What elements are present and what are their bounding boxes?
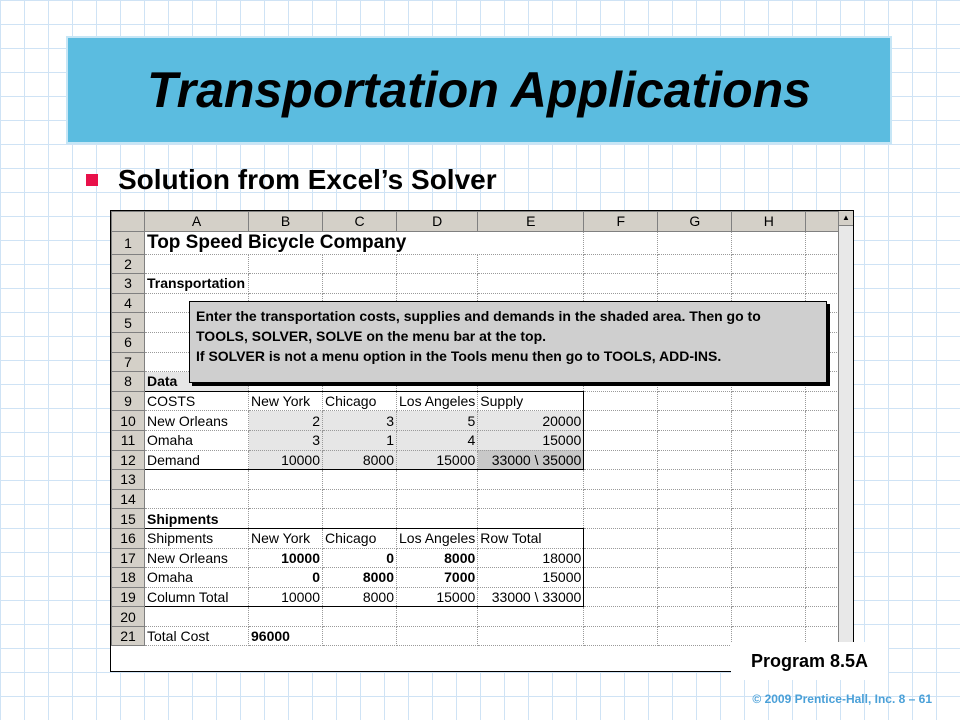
column-header-f[interactable]: F	[584, 212, 658, 232]
cell[interactable]	[732, 568, 806, 588]
column-header-g[interactable]: G	[658, 212, 732, 232]
cell[interactable]	[249, 274, 323, 294]
costs-header-cell[interactable]: Los Angeles	[397, 391, 478, 411]
row-header[interactable]: 4	[112, 293, 145, 313]
cell[interactable]	[397, 254, 478, 274]
costs-header-cell[interactable]: Chicago	[323, 391, 397, 411]
row-header[interactable]: 5	[112, 313, 145, 333]
row-header[interactable]: 7	[112, 352, 145, 372]
cell[interactable]	[145, 489, 249, 509]
row-header[interactable]: 20	[112, 607, 145, 627]
row-11	[112, 430, 847, 450]
cell[interactable]	[732, 254, 806, 274]
cell[interactable]	[249, 489, 323, 509]
cell[interactable]	[658, 231, 732, 254]
cell[interactable]	[658, 548, 732, 568]
shipments-row-label[interactable]: New Orleans	[145, 548, 249, 568]
cell[interactable]	[478, 626, 584, 646]
demand-label[interactable]: Demand	[145, 450, 249, 470]
cell[interactable]	[584, 430, 658, 450]
row-header[interactable]: 11	[112, 430, 145, 450]
row-header[interactable]: 15	[112, 509, 145, 529]
column-header-e[interactable]: E	[478, 212, 584, 232]
supply-demand-total-cell[interactable]: 33000 \ 35000	[478, 450, 584, 470]
shipment-cell[interactable]: 7000	[397, 568, 478, 588]
cell[interactable]	[323, 607, 397, 627]
cell[interactable]	[584, 391, 658, 411]
column-header-a[interactable]: A	[145, 212, 249, 232]
cell[interactable]	[732, 231, 806, 254]
cost-cell[interactable]: 3	[323, 411, 397, 431]
cell[interactable]	[397, 489, 478, 509]
shipments-section-label[interactable]: Shipments	[145, 509, 249, 529]
cell[interactable]	[658, 587, 732, 607]
cell[interactable]	[145, 470, 249, 490]
cell[interactable]	[584, 528, 658, 548]
row-header[interactable]: 3	[112, 274, 145, 294]
row-header[interactable]: 12	[112, 450, 145, 470]
cell[interactable]	[584, 489, 658, 509]
cell[interactable]	[249, 607, 323, 627]
cell[interactable]	[658, 489, 732, 509]
slide-title-banner	[66, 36, 892, 144]
spreadsheet	[110, 210, 854, 672]
cell[interactable]	[397, 509, 478, 529]
shipments-header-cell[interactable]: Row Total	[478, 528, 584, 548]
grand-total-cell[interactable]: 33000 \ 33000	[478, 587, 584, 607]
cell[interactable]	[478, 607, 584, 627]
total-cost-label[interactable]: Total Cost	[145, 626, 249, 646]
data-label[interactable]: Data	[145, 372, 249, 392]
costs-row-label[interactable]: New Orleans	[145, 411, 249, 431]
instruction-line: If SOLVER is not a menu option in the Tools menu then go to TOOLS, ADD-INS.	[196, 348, 722, 364]
row-3	[112, 274, 847, 294]
cell[interactable]	[478, 470, 584, 490]
cell[interactable]	[323, 626, 397, 646]
transportation-label[interactable]: Transportation	[145, 274, 249, 294]
cell[interactable]	[397, 470, 478, 490]
shipment-cell[interactable]: 0	[249, 568, 323, 588]
cell[interactable]	[658, 274, 732, 294]
cell[interactable]	[249, 470, 323, 490]
row-header[interactable]: 16	[112, 528, 145, 548]
cell[interactable]	[397, 626, 478, 646]
cell[interactable]	[658, 528, 732, 548]
row-total-cell[interactable]: 15000	[478, 568, 584, 588]
cell[interactable]	[732, 509, 806, 529]
cell[interactable]	[323, 489, 397, 509]
program-label: Program 8.5A	[731, 642, 888, 680]
cell[interactable]	[584, 626, 658, 646]
slide-footer: © 2009 Prentice-Hall, Inc. 8 – 61	[752, 692, 932, 706]
shipment-cell[interactable]: 8000	[397, 548, 478, 568]
cell[interactable]	[145, 607, 249, 627]
row-18	[112, 568, 847, 588]
cell[interactable]	[732, 470, 806, 490]
cost-cell[interactable]: 2	[249, 411, 323, 431]
cost-cell[interactable]: 1	[323, 430, 397, 450]
column-header-d[interactable]: D	[397, 212, 478, 232]
row-header[interactable]: 13	[112, 470, 145, 490]
row-header[interactable]: 14	[112, 489, 145, 509]
row-header[interactable]: 6	[112, 332, 145, 352]
cell[interactable]	[658, 411, 732, 431]
demand-cell[interactable]: 10000	[249, 450, 323, 470]
bullet-text: Solution from Excel’s Solver	[118, 164, 497, 195]
column-total-cell[interactable]: 8000	[323, 587, 397, 607]
shipments-header-cell[interactable]: Chicago	[323, 528, 397, 548]
instruction-line: Enter the transportation costs, supplies and demands in the shaded area. Then go to	[196, 308, 761, 324]
row-header[interactable]: 17	[112, 548, 145, 568]
row-14	[112, 489, 847, 509]
cell[interactable]	[658, 254, 732, 274]
cell[interactable]	[478, 274, 584, 294]
row-15	[112, 509, 847, 529]
row-2	[112, 254, 847, 274]
row-12	[112, 450, 847, 470]
slide-title: Transportation Applications	[147, 62, 811, 118]
vertical-scrollbar[interactable]	[838, 211, 853, 671]
demand-cell[interactable]: 15000	[397, 450, 478, 470]
column-header-b[interactable]: B	[249, 212, 323, 232]
row-16	[112, 528, 847, 548]
row-header[interactable]: 1	[112, 231, 145, 254]
cell[interactable]	[658, 450, 732, 470]
cell[interactable]	[658, 509, 732, 529]
cost-cell[interactable]: 3	[249, 430, 323, 450]
cell[interactable]	[732, 587, 806, 607]
row-13	[112, 470, 847, 490]
cell[interactable]	[145, 254, 249, 274]
cost-cell[interactable]: 4	[397, 430, 478, 450]
cell[interactable]	[732, 411, 806, 431]
shipments-header-cell[interactable]: New York	[249, 528, 323, 548]
costs-header-cell[interactable]: New York	[249, 391, 323, 411]
row-header[interactable]: 18	[112, 568, 145, 588]
cell[interactable]	[658, 626, 732, 646]
cell[interactable]	[584, 587, 658, 607]
row-header[interactable]: 19	[112, 587, 145, 607]
row-17	[112, 548, 847, 568]
cell[interactable]	[584, 470, 658, 490]
spreadsheet-grid	[111, 211, 847, 646]
costs-header-cell[interactable]: COSTS	[145, 391, 249, 411]
cell[interactable]	[478, 254, 584, 274]
column-total-cell[interactable]: 15000	[397, 587, 478, 607]
cell[interactable]	[658, 391, 732, 411]
row-1	[112, 231, 847, 254]
shipments-row-label[interactable]: Omaha	[145, 568, 249, 588]
shipments-header-cell[interactable]: Los Angeles	[397, 528, 478, 548]
cell[interactable]	[732, 607, 806, 627]
cell[interactable]	[732, 274, 806, 294]
shipment-cell[interactable]: 0	[323, 548, 397, 568]
row-20	[112, 607, 847, 627]
row-header[interactable]: 21	[112, 626, 145, 646]
cell[interactable]	[732, 548, 806, 568]
cell[interactable]	[584, 231, 658, 254]
cell[interactable]	[249, 509, 323, 529]
costs-header-cell[interactable]: Supply	[478, 391, 584, 411]
instruction-line: TOOLS, SOLVER, SOLVE on the menu bar at the top.	[196, 328, 547, 344]
cell[interactable]	[732, 391, 806, 411]
cell[interactable]	[732, 489, 806, 509]
cell[interactable]	[658, 430, 732, 450]
cell[interactable]	[732, 430, 806, 450]
shipments-header-cell[interactable]: Shipments	[145, 528, 249, 548]
scroll-up-arrow-icon[interactable]: ▲	[839, 211, 853, 226]
cell[interactable]	[732, 528, 806, 548]
bullet-row	[86, 164, 497, 196]
cell[interactable]	[323, 254, 397, 274]
demand-cell[interactable]: 8000	[323, 450, 397, 470]
cell[interactable]	[323, 470, 397, 490]
cell[interactable]	[397, 274, 478, 294]
cell[interactable]	[658, 470, 732, 490]
shipment-cell[interactable]: 8000	[323, 568, 397, 588]
cell[interactable]	[584, 254, 658, 274]
shipment-cell[interactable]: 10000	[249, 548, 323, 568]
column-header-c[interactable]: C	[323, 212, 397, 232]
supply-cell[interactable]: 15000	[478, 430, 584, 450]
row-header[interactable]: 2	[112, 254, 145, 274]
row-19	[112, 587, 847, 607]
row-header[interactable]: 8	[112, 372, 145, 392]
cell[interactable]	[658, 568, 732, 588]
cell[interactable]	[584, 450, 658, 470]
total-cost-value[interactable]: 96000	[249, 626, 323, 646]
cell[interactable]	[584, 607, 658, 627]
instruction-textbox[interactable]	[189, 301, 827, 383]
cell[interactable]	[478, 489, 584, 509]
row-9	[112, 391, 847, 411]
cell[interactable]	[397, 607, 478, 627]
row-header[interactable]: 9	[112, 391, 145, 411]
row-total-cell[interactable]: 18000	[478, 548, 584, 568]
cell[interactable]	[584, 548, 658, 568]
sheet-title[interactable]: Top Speed Bicycle Company	[145, 231, 584, 254]
row-10	[112, 411, 847, 431]
column-total-label[interactable]: Column Total	[145, 587, 249, 607]
costs-row-label[interactable]: Omaha	[145, 430, 249, 450]
cell[interactable]	[478, 509, 584, 529]
cell[interactable]	[249, 254, 323, 274]
column-total-cell[interactable]: 10000	[249, 587, 323, 607]
cell[interactable]	[584, 509, 658, 529]
cell[interactable]	[323, 274, 397, 294]
cell[interactable]	[323, 509, 397, 529]
row-header[interactable]: 10	[112, 411, 145, 431]
supply-cell[interactable]: 20000	[478, 411, 584, 431]
column-header-h[interactable]: H	[732, 212, 806, 232]
cell[interactable]	[584, 568, 658, 588]
cell[interactable]	[584, 411, 658, 431]
bullet-square-icon	[86, 174, 98, 186]
cell[interactable]	[732, 450, 806, 470]
cell[interactable]	[584, 274, 658, 294]
cell[interactable]	[658, 607, 732, 627]
cost-cell[interactable]: 5	[397, 411, 478, 431]
corner-cell[interactable]	[112, 212, 145, 232]
